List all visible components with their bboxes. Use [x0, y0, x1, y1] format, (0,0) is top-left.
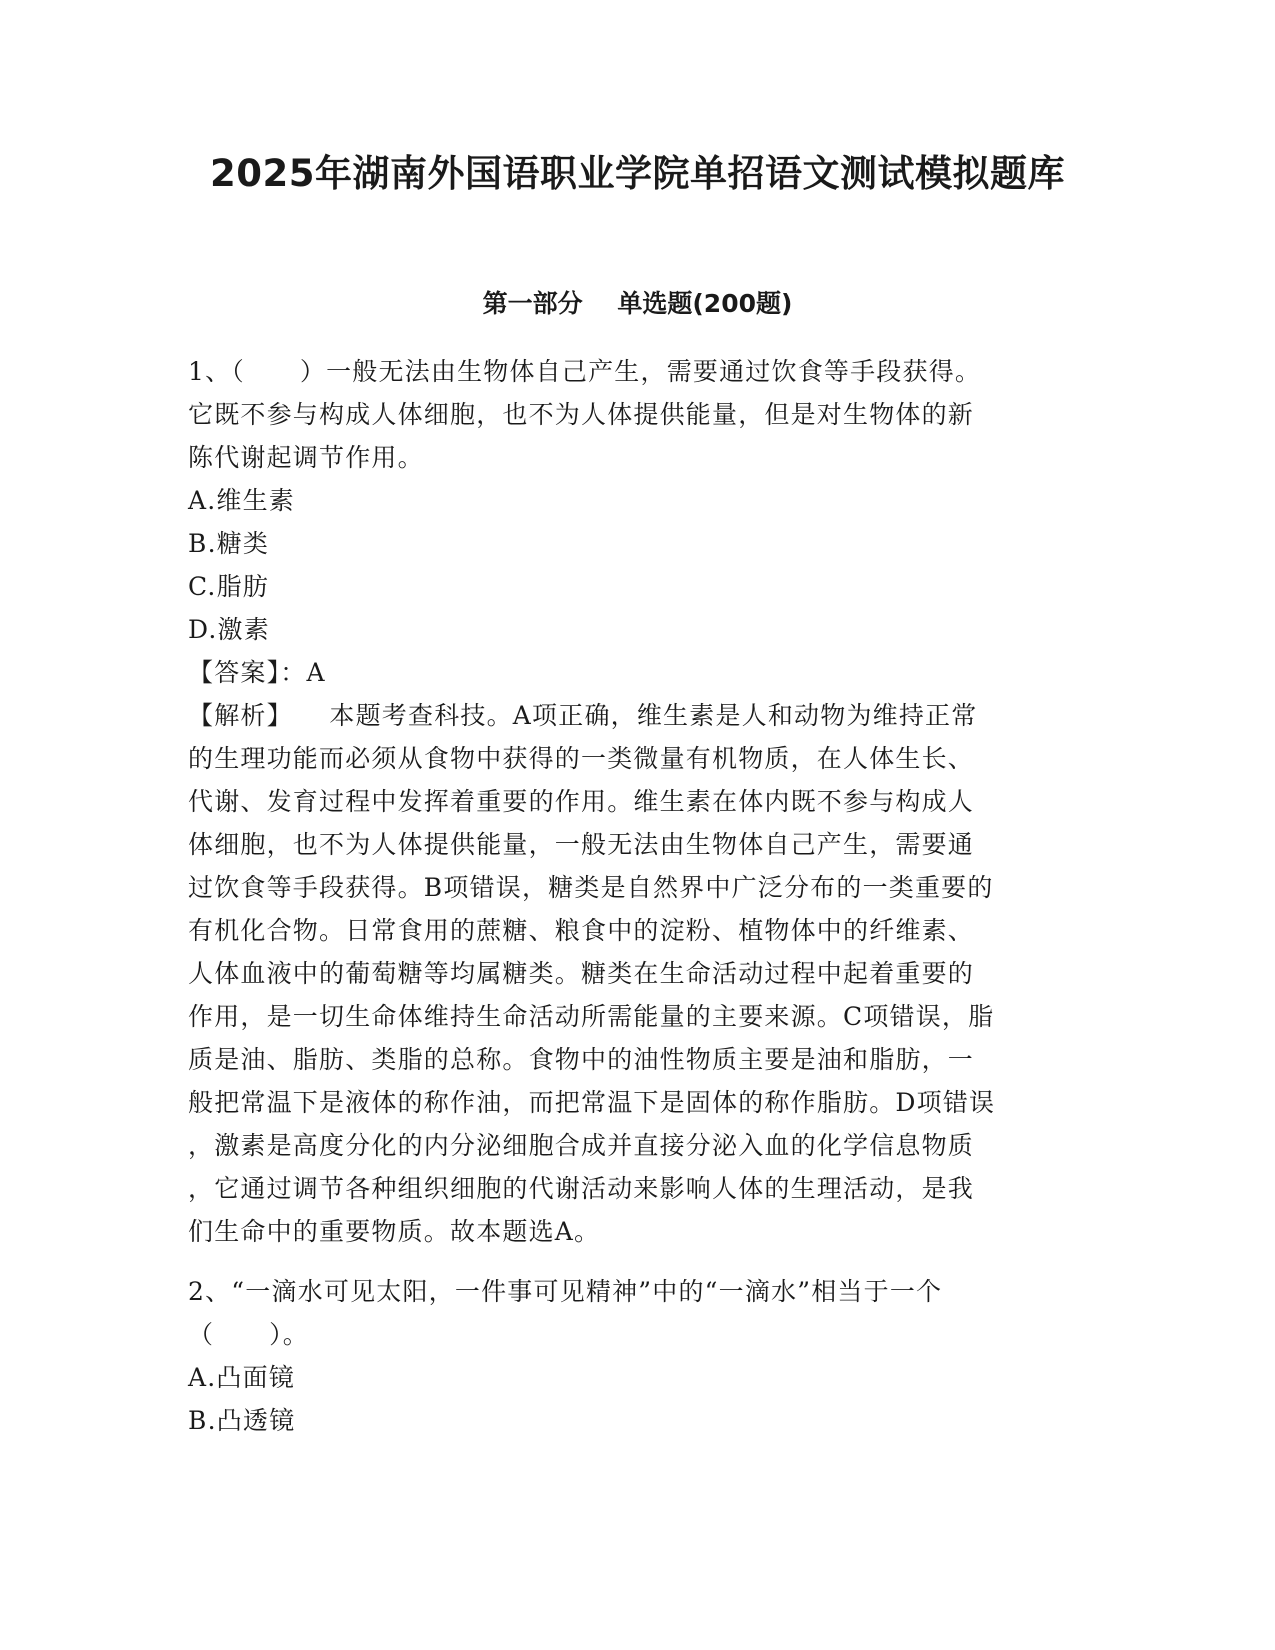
section-title: 第一部分 单选题(200题)	[482, 289, 793, 318]
question-stem-line: 它既不参与构成人体细胞，也不为人体提供能量，但是对生物体的新	[188, 400, 975, 429]
option-c: C.脂肪	[188, 572, 269, 601]
question-spacer	[188, 1253, 1088, 1270]
analysis-block	[188, 694, 1088, 1253]
analysis-line: 们生命中的重要物质。故本题选A。	[188, 1217, 601, 1246]
option-b: B.糖类	[188, 529, 270, 558]
analysis-line: 【解析】 本题考查科技。A项正确，维生素是人和动物为维持正常	[188, 701, 978, 730]
analysis-line: 人体血液中的葡萄糖等均属糖类。糖类在生命活动过程中起着重要的	[188, 959, 975, 988]
analysis-line: ，它通过调节各种组织细胞的代谢活动来影响人体的生理活动，是我	[188, 1174, 975, 1203]
answer-line: 【答案】：A	[188, 658, 326, 687]
question-1	[188, 350, 1088, 1253]
question-stem-line: 2、“一滴水可见太阳，一件事可见精神”中的“一滴水”相当于一个	[188, 1277, 943, 1306]
option-d: D.激素	[188, 615, 270, 644]
question-2	[188, 1270, 1088, 1442]
analysis-line: ，激素是高度分化的内分泌细胞合成并直接分泌入血的化学信息物质	[188, 1131, 975, 1160]
analysis-line: 质是油、脂肪、类脂的总称。食物中的油性物质主要是油和脂肪，一	[188, 1045, 975, 1074]
analysis-line: 有机化合物。日常食用的蔗糖、粮食中的淀粉、植物体中的纤维素、	[188, 916, 975, 945]
option-a: A.凸面镜	[188, 1363, 296, 1392]
option-a: A.维生素	[188, 486, 296, 515]
analysis-line: 的生理功能而必须从食物中获得的一类微量有机物质，在人体生长、	[188, 744, 975, 773]
option-b: B.凸透镜	[188, 1406, 296, 1435]
question-stem-line: 1、（ ）一般无法由生物体自己产生，需要通过饮食等手段获得。	[188, 357, 982, 386]
analysis-line: 过饮食等手段获得。B项错误，糖类是自然界中广泛分布的一类重要的	[188, 873, 994, 902]
analysis-line: 代谢、发育过程中发挥着重要的作用。维生素在体内既不参与构成人	[188, 787, 975, 816]
document-title: 2025年湖南外国语职业学院单招语文测试模拟题库	[210, 152, 1065, 195]
question-stem-line: 陈代谢起调节作用。	[188, 443, 424, 472]
question-list	[188, 350, 1088, 1442]
question-stem-line: （ ）。	[188, 1320, 309, 1349]
analysis-line: 般把常温下是液体的称作油，而把常温下是固体的称作脂肪。D项错误	[188, 1088, 996, 1117]
analysis-line: 体细胞，也不为人体提供能量，一般无法由生物体自己产生，需要通	[188, 830, 975, 859]
analysis-line: 作用，是一切生命体维持生命活动所需能量的主要来源。C项错误，脂	[188, 1002, 995, 1031]
